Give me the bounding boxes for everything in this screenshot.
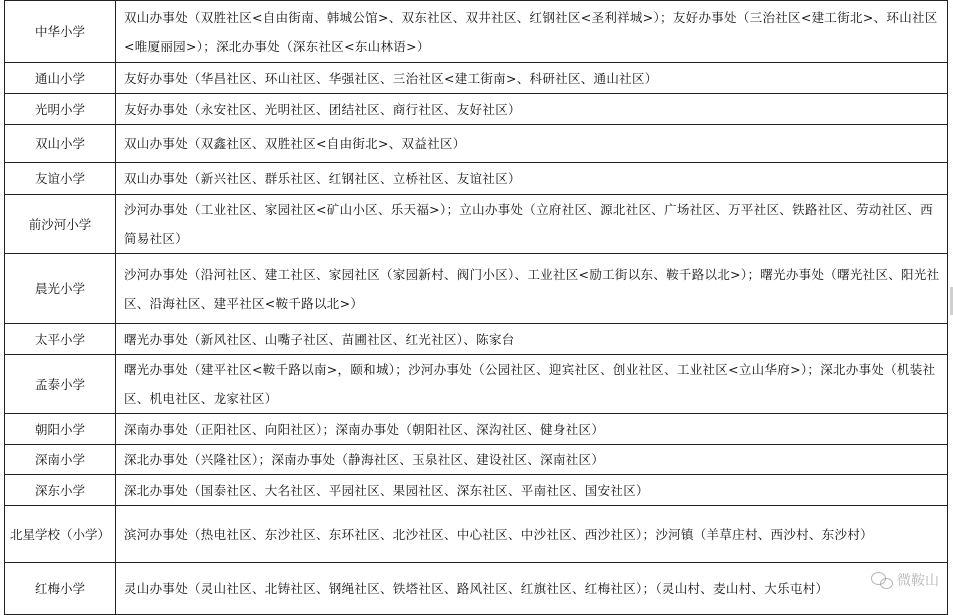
table-row <box>5 163 948 195</box>
table-row <box>5 63 948 94</box>
table-row <box>5 563 948 615</box>
school-name: 朝阳小学 <box>5 414 116 445</box>
school-district-table <box>4 0 948 615</box>
district-table-container <box>4 0 948 614</box>
district-area: 双山办事处（双鑫社区、双胜社区<自由街北>、双益社区） <box>116 125 948 163</box>
district-area: 友好办事处（永安社区、光明社区、团结社区、商行社区、友好社区） <box>116 94 948 125</box>
school-name: 双山小学 <box>5 125 116 163</box>
district-area: 曙光办事处（建平社区<鞍千路以南>，颐和城）；沙河办事处（公园社区、迎宾社区、创业社区、工业社区<立山华府>）；深北办事处（机装社区、机电社区、龙家社区） <box>116 355 948 414</box>
school-name: 深东小学 <box>5 475 116 506</box>
school-name: 中华小学 <box>5 1 116 63</box>
school-name: 深南小学 <box>5 445 116 475</box>
table-row <box>5 475 948 506</box>
school-name: 孟泰小学 <box>5 355 116 414</box>
table-row <box>5 125 948 163</box>
district-area: 深北办事处（国泰社区、大名社区、平园社区、果园社区、深东社区、平南社区、国安社区） <box>116 475 948 506</box>
district-area: 双山办事处（新兴社区、群乐社区、红钢社区、立桥社区、友谊社区） <box>116 163 948 195</box>
table-row <box>5 1 948 63</box>
district-area: 灵山办事处（灵山社区、北铸社区、钢绳社区、铁塔社区、路风社区、红旗社区、红梅社区）；（灵山村、麦山村、大乐屯村） <box>116 563 948 615</box>
school-name: 通山小学 <box>5 63 116 94</box>
district-area: 滨河办事处（热电社区、东沙社区、东环社区、北沙社区、中心社区、中沙社区、西沙社区）；沙河镇（羊草庄村、西沙村、东沙村） <box>116 506 948 563</box>
school-name: 红梅小学 <box>5 563 116 615</box>
school-name: 晨光小学 <box>5 254 116 324</box>
table-row <box>5 254 948 324</box>
table-row <box>5 355 948 414</box>
watermark-text: 微鞍山 <box>897 573 939 589</box>
district-area: 双山办事处（双胜社区<自由街南、韩城公馆>、双东社区、双井社区、红钢社区<圣利祥城>）；友好办事处（三治社区<建工街北>、环山社区<唯厦丽园>）；深北办事处（深东社区<东山林语>） <box>116 1 948 63</box>
district-area: 曙光办事处（新风社区、山嘴子社区、苗圃社区、红光社区）、陈家台 <box>116 324 948 355</box>
district-area: 深南办事处（正阳社区、向阳社区）；深南办事处（朝阳社区、深沟社区、健身社区） <box>116 414 948 445</box>
school-name: 友谊小学 <box>5 163 116 195</box>
district-area: 沙河办事处（沿河社区、建工社区、家园社区（家园新村、阀门小区）、工业社区<励工街以东、鞍千路以北>）；曙光办事处（曙光社区、阳光社区、沿海社区、建平社区<鞍千路以北>） <box>116 254 948 324</box>
school-name: 光明小学 <box>5 94 116 125</box>
table-row <box>5 414 948 445</box>
school-name: 前沙河小学 <box>5 195 116 254</box>
table-row <box>5 445 948 475</box>
table-row <box>5 195 948 254</box>
district-area: 沙河办事处（工业社区、家园社区<矿山小区、乐天福>）；立山办事处（立府社区、源北社区、广场社区、万平社区、铁路社区、劳动社区、西简易社区） <box>116 195 948 254</box>
district-area: 友好办事处（华昌社区、环山社区、华强社区、三治社区<建工街南>、科研社区、通山社区） <box>116 63 948 94</box>
table-row <box>5 506 948 563</box>
school-name: 太平小学 <box>5 324 116 355</box>
table-row <box>5 94 948 125</box>
district-area: 深北办事处（兴隆社区）；深南办事处（静海社区、玉泉社区、建设社区、深南社区） <box>116 445 948 475</box>
school-name: 北星学校（小学） <box>5 506 116 563</box>
table-row <box>5 324 948 355</box>
